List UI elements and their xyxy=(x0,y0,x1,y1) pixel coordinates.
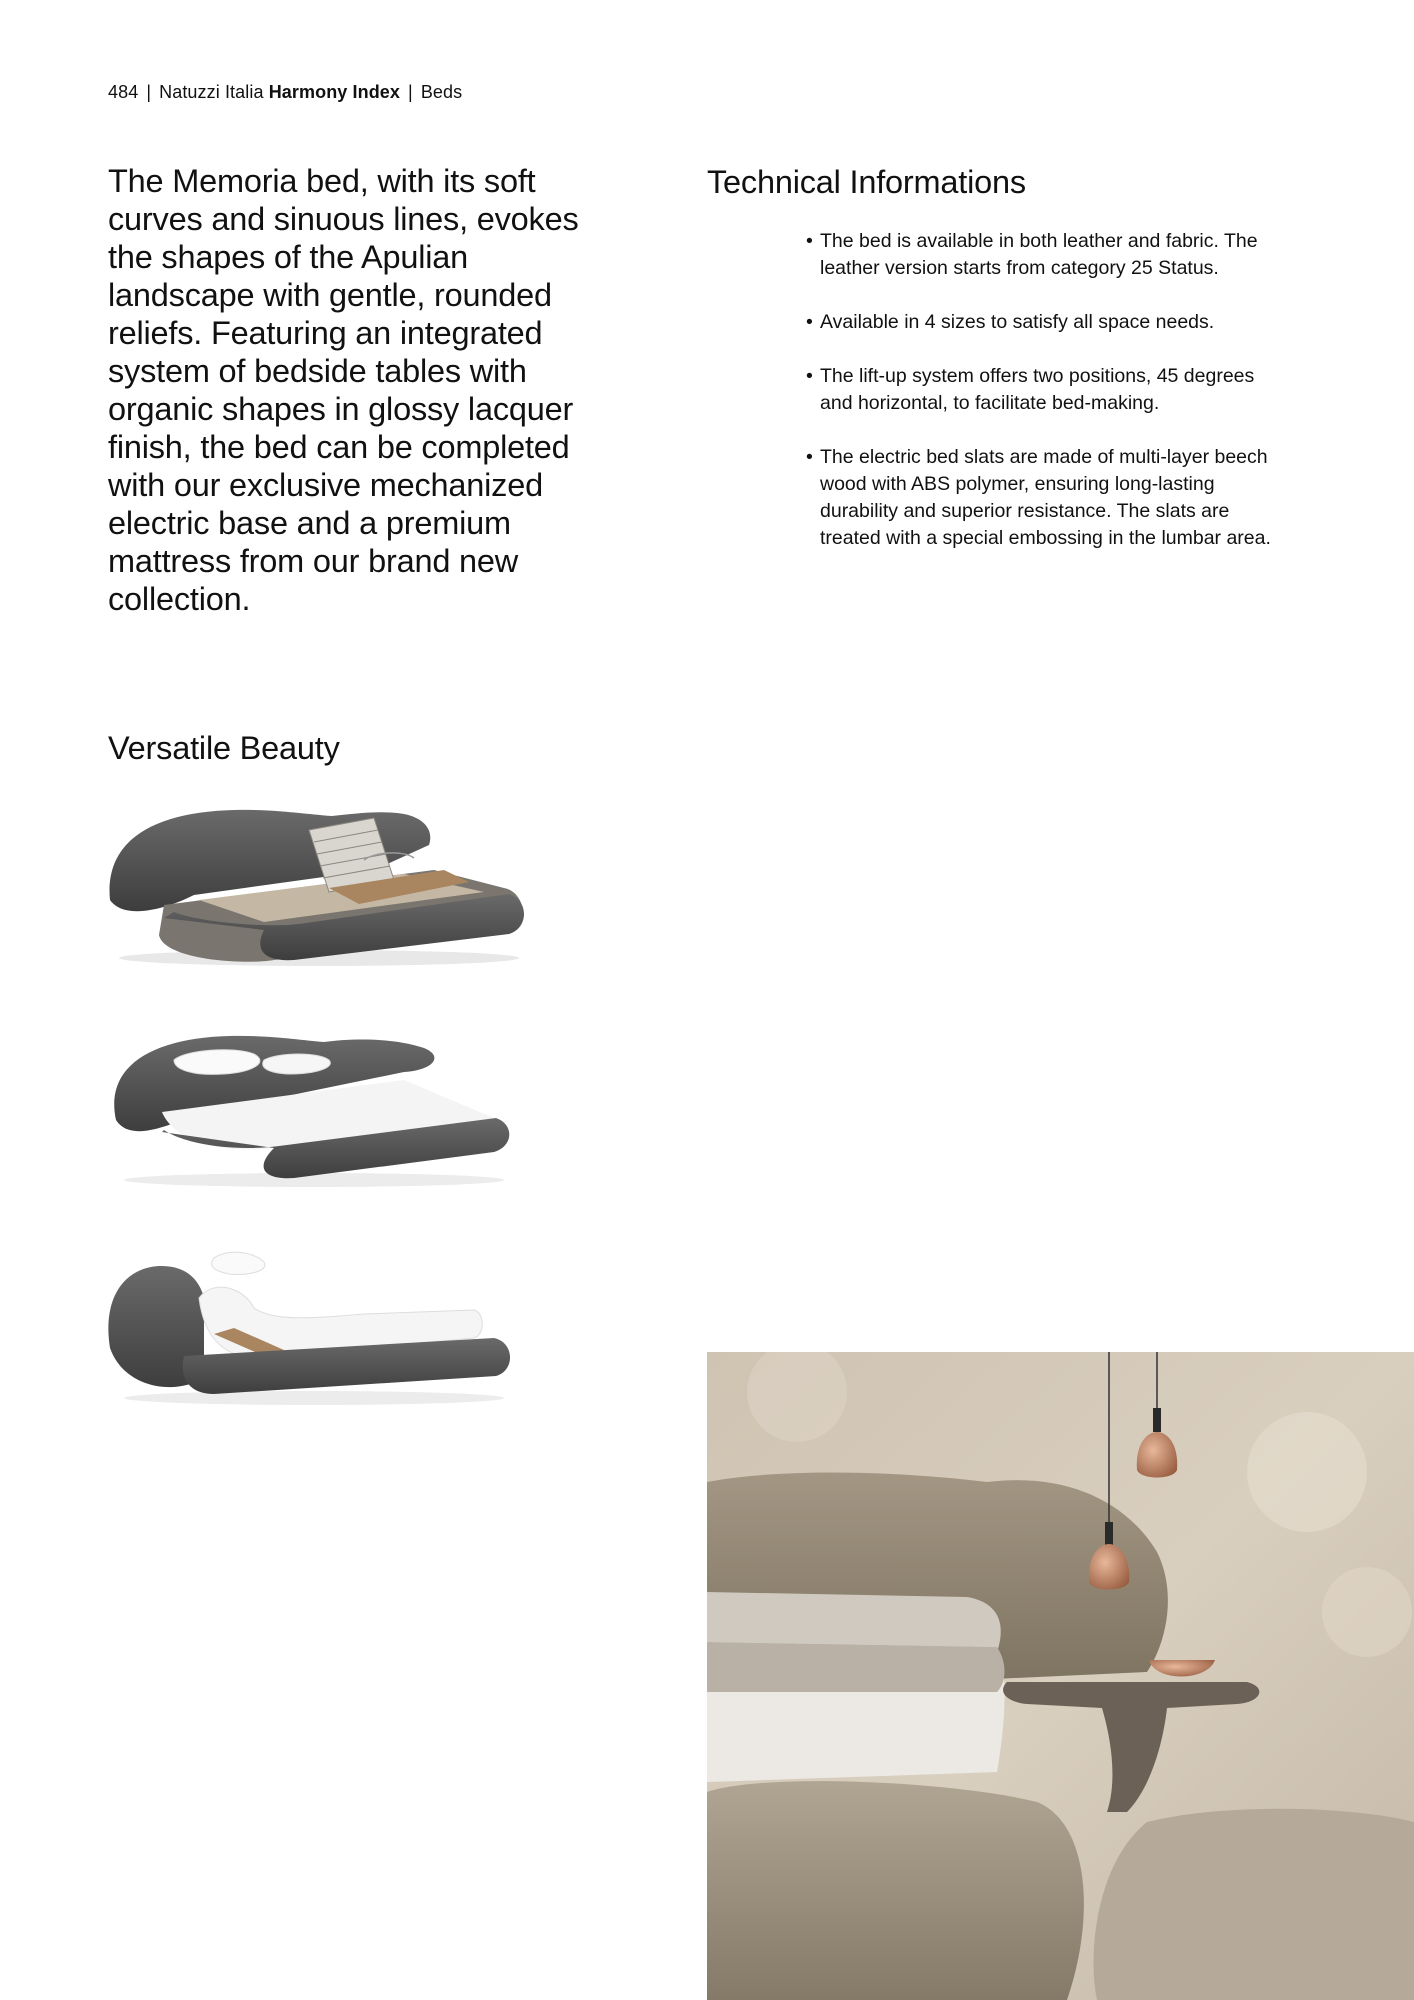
bedroom-lifestyle-photo xyxy=(707,1352,1414,2000)
page-header: 484 | Natuzzi Italia Harmony Index | Beds xyxy=(108,82,463,102)
technical-title: Technical Informations xyxy=(707,164,1026,200)
intro-paragraph: The Memoria bed, with its soft curves and sinuous lines, evokes the shapes of the Apulian landscape with gentle, rounded reliefs. Featuring an integrated system of bedside tables with organic shapes in glossy lacquer finish, the bed can be completed with our exclusive mechanized electric base and a premium mattress from our brand new collection. xyxy=(108,163,579,617)
bed-image-mattress xyxy=(104,1020,534,1190)
technical-item: • The electric bed slats are made of multi-layer beech wood with ABS polymer, ensuring long-lasting durability and superior resistance. The slats are treated with a special embossing in the lumbar area. xyxy=(806,444,1286,552)
bed-image-slats xyxy=(104,800,534,970)
technical-item: • The lift-up system offers two positions, 45 degrees and horizontal, to facilitate bed-making. xyxy=(806,363,1286,417)
section-name: Beds xyxy=(420,82,463,102)
bed-image-lifted xyxy=(104,1238,534,1408)
technical-item: • The bed is available in both leather and fabric. The leather version starts from category 25 Status. xyxy=(806,228,1286,282)
technical-list xyxy=(806,228,1286,579)
technical-item: • Available in 4 sizes to satisfy all space needs. xyxy=(806,309,1286,336)
versatile-title: Versatile Beauty xyxy=(108,730,340,766)
brand-name: Natuzzi Italia xyxy=(159,82,264,102)
page-number: 484 xyxy=(108,82,139,102)
collection-name: Harmony Index xyxy=(268,82,401,102)
